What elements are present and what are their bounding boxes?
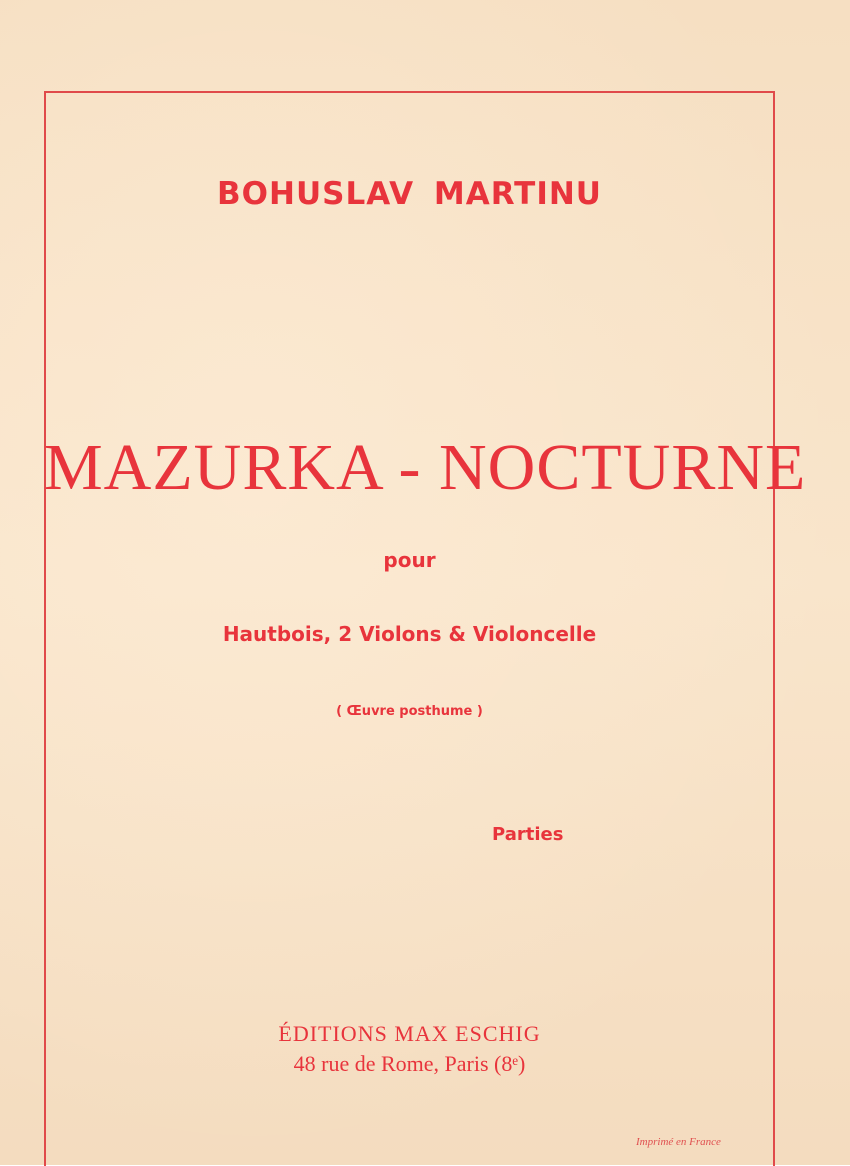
instrumentation: Hautbois, 2 Violons & Violoncelle [222, 622, 597, 646]
composer-name: BOHUSLAV MARTINU [217, 176, 602, 212]
pour-label: pour [383, 548, 436, 572]
edition-type: Parties [492, 824, 564, 845]
work-title: MAZURKA - NOCTURNE [44, 431, 807, 504]
publisher-name: ÉDITIONS MAX ESCHIG [278, 1021, 541, 1046]
work-note: ( Œuvre posthume ) [336, 704, 483, 719]
publisher-address: 48 rue de Rome, Paris (8ᵉ) [293, 1051, 526, 1076]
imprint-note: Imprimé en France [636, 1136, 721, 1148]
